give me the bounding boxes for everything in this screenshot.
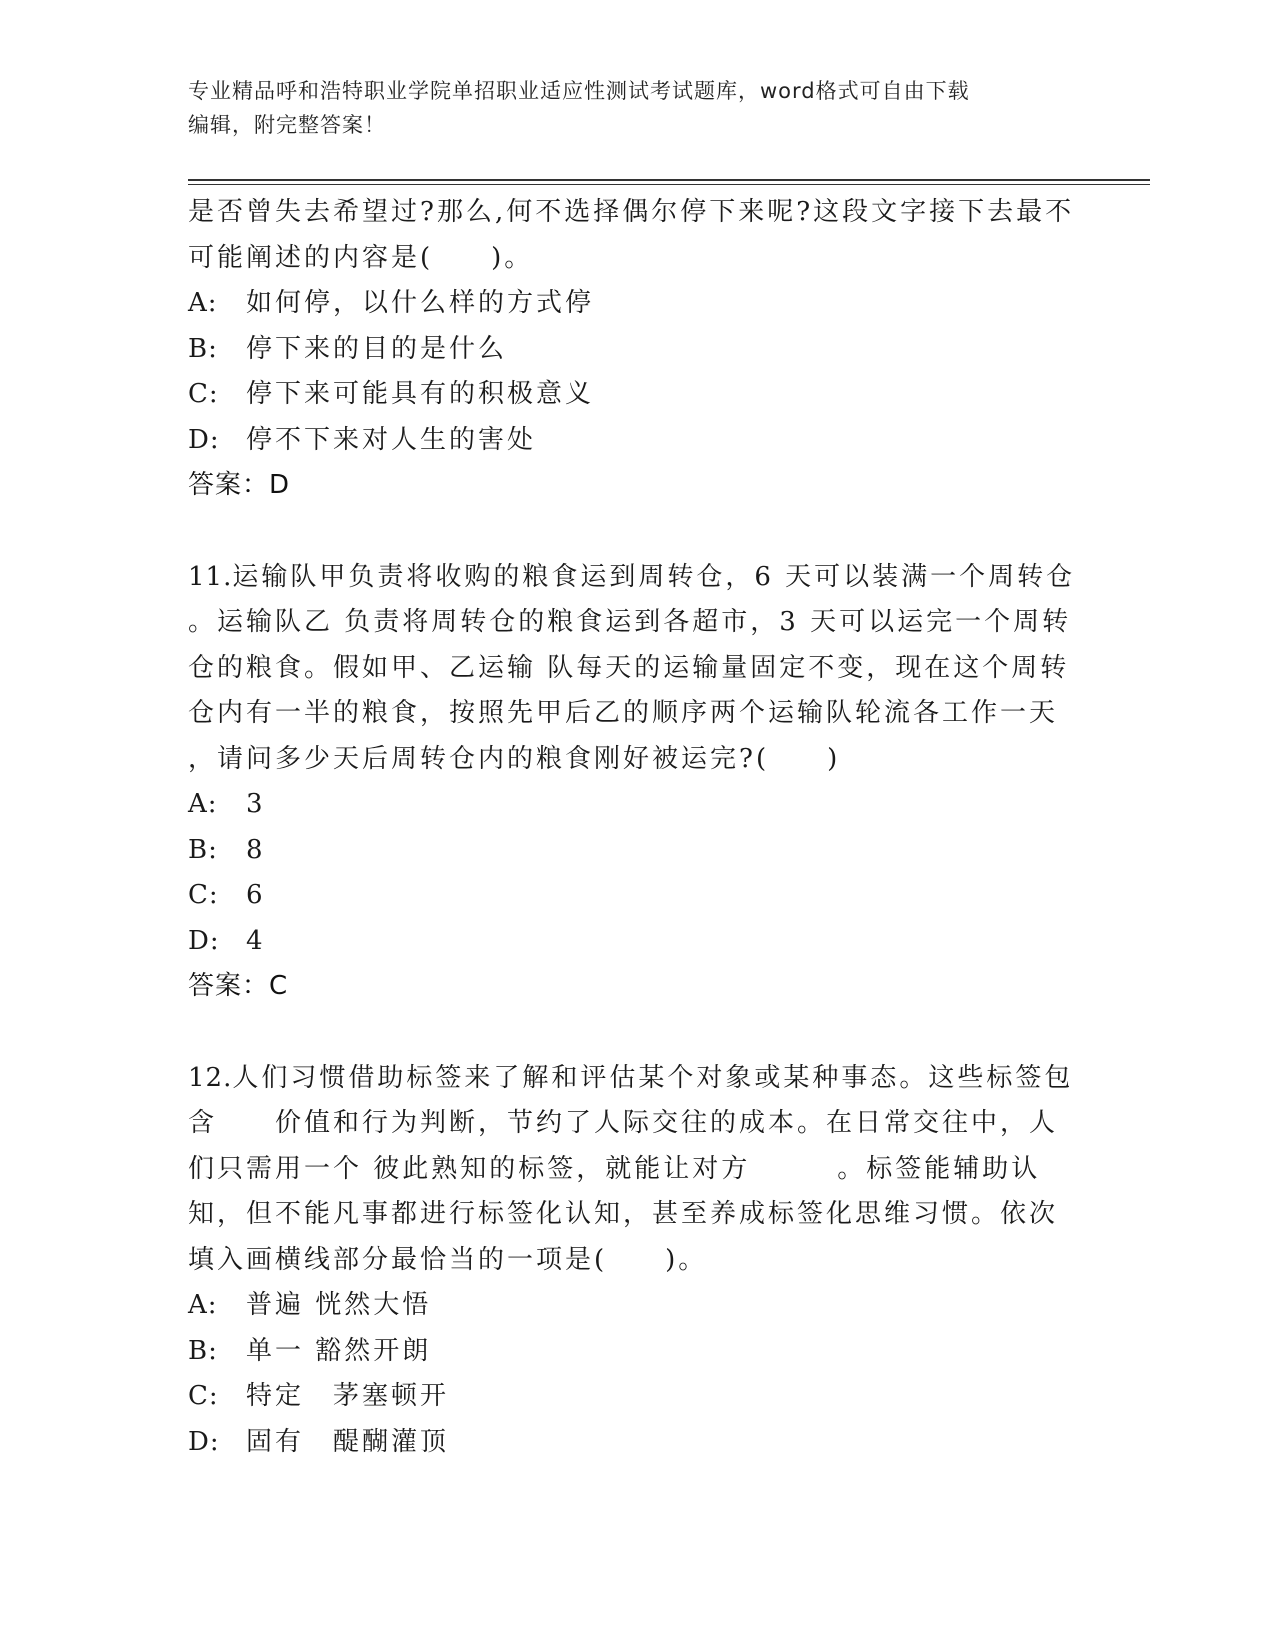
option-text: 8 [246, 834, 266, 865]
option-a [188, 281, 1088, 327]
option-letter: D: [188, 424, 220, 455]
option-d [188, 418, 1088, 464]
question-text-line: 仓的粮食。假如甲、乙运输 队每天的运输量固定不变，现在这个周转 [188, 652, 1070, 683]
question-text-line [188, 1056, 1088, 1102]
option-text: 普遍 恍然大悟 [246, 1290, 432, 1320]
option-letter: C: [188, 379, 219, 409]
question-text-line: 填入画横线部分最恰当的一项是( )。 [188, 1244, 708, 1275]
header-line-1: 专业精品呼和浩特职业学院单招职业适应性测试考试题库，word格式可自由下载 [188, 79, 970, 103]
question-text-line: 仓内有一半的粮食，按照先甲后乙的顺序两个运输队轮流各工作一天 [188, 698, 1059, 728]
answer-line: 答案：C [188, 971, 289, 1001]
document-header [188, 74, 1088, 142]
question-text-line: 们只需用一个 彼此熟知的标签，就能让对方 。标签能辅助认 [188, 1153, 1041, 1184]
option-d [188, 919, 1088, 965]
option-letter: B: [188, 333, 218, 364]
option-letter: D: [188, 925, 220, 956]
option-letter: A: [188, 1290, 218, 1320]
option-text: 停下来的目的是什么 [246, 333, 508, 364]
question-text-line [188, 555, 1088, 601]
option-text: 3 [246, 789, 266, 819]
option-letter: C: [188, 1381, 219, 1411]
option-letter: D: [188, 1426, 220, 1457]
question-text-line: 。运输队乙 负责将周转仓的粮食运到各超市，3 天可以运完一个周转 [188, 607, 1072, 637]
option-text: 6 [246, 880, 266, 910]
question-12 [188, 1056, 1088, 1466]
question-text-line: 知，但不能凡事都进行标签化认知，甚至养成标签化思维习惯。依次 [188, 1199, 1059, 1229]
option-b [188, 828, 1088, 874]
option-letter: B: [188, 1335, 218, 1366]
option-c [188, 1374, 1088, 1420]
question-text-line: 含 价值和行为判断，节约了人际交往的成本。在日常交往中，人 [188, 1108, 1059, 1138]
option-text: 停下来可能具有的积极意义 [246, 379, 595, 409]
option-d [188, 1420, 1088, 1466]
question-number: 11. [188, 561, 233, 592]
option-text: 如何停，以什么样的方式停 [246, 288, 595, 318]
option-letter: C: [188, 880, 219, 910]
option-letter: A: [188, 789, 218, 819]
question-text-line: 可能阐述的内容是( )。 [188, 242, 534, 273]
option-b [188, 327, 1088, 373]
option-text: 停不下来对人生的害处 [246, 424, 537, 455]
option-text: 特定 茅塞顿开 [246, 1381, 450, 1411]
question-text: 运输队甲负责将收购的粮食运到周转仓，6 天可以装满一个周转仓 [232, 561, 1076, 592]
question-10 [188, 190, 1088, 509]
option-c [188, 873, 1088, 919]
option-letter: B: [188, 834, 218, 865]
header-divider-thin [188, 184, 1150, 185]
question-text: 人们习惯借助标签来了解和评估某个对象或某种事态。这些标签包 [232, 1062, 1074, 1093]
option-text: 固有 醍醐灌顶 [246, 1426, 450, 1457]
question-text-line: 是否曾失去希望过?那么,何不选择偶尔停下来呢?这段文字接下去最不 [188, 197, 1075, 227]
header-divider-thick [188, 179, 1150, 181]
option-text: 单一 豁然开朗 [246, 1335, 432, 1366]
option-b [188, 1329, 1088, 1375]
question-number: 12. [188, 1062, 233, 1093]
document-body [188, 190, 1088, 1465]
option-c [188, 372, 1088, 418]
header-line-2: 编辑，附完整答案！ [188, 113, 386, 137]
answer-line: 答案：D [188, 470, 291, 500]
option-text: 4 [246, 925, 266, 956]
question-11 [188, 555, 1088, 1010]
question-text-line: ，请问多少天后周转仓内的粮食刚好被运完?( ) [188, 743, 841, 774]
option-a [188, 1283, 1088, 1329]
option-a [188, 782, 1088, 828]
option-letter: A: [188, 288, 218, 318]
